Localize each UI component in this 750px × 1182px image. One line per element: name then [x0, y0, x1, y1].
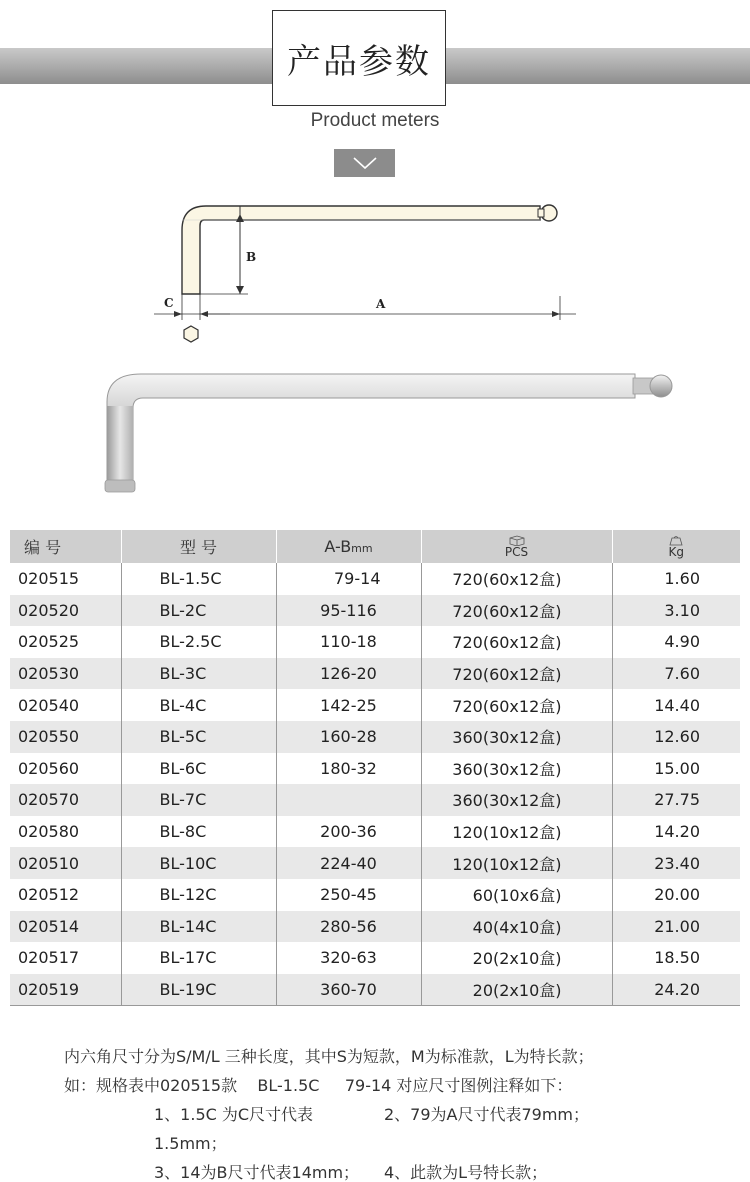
cell-code: 020540 — [18, 695, 80, 715]
cell-ab: 180-32 — [276, 753, 421, 785]
cell-kg: 12.60 — [612, 721, 740, 753]
header-kg-label: Kg — [668, 545, 684, 559]
cell-pcs: 20(2x10盒) — [421, 942, 612, 974]
cell-model: BL-10C — [121, 847, 276, 879]
spec-table — [10, 530, 740, 1006]
cell-model: BL-3C — [121, 658, 276, 690]
cell-ab: 200-36 — [276, 816, 421, 848]
table-row — [10, 689, 740, 721]
note-line-1: 内六角尺寸分为S/M/L 三种长度，其中S为短款，M为标准款，L为特长款； — [64, 1047, 594, 1066]
cell-ab: 160-28 — [276, 721, 421, 753]
note-item-4: 4、此款为L号特长款； — [384, 1163, 548, 1182]
note-item-2: 2、79为A尺寸代表79mm； — [384, 1105, 590, 1124]
cell-model: BL-7C — [121, 784, 276, 816]
cell-code: 020514 — [10, 911, 121, 943]
cell-code: 020512 — [18, 885, 80, 905]
cell-pcs: 360(30x12盒) — [421, 784, 612, 816]
header-bar-left — [0, 48, 276, 84]
header-pcs-label: PCS — [504, 545, 529, 559]
cell-model: BL-4C — [121, 689, 276, 721]
table-row — [10, 658, 740, 690]
label-c: C — [164, 296, 174, 310]
cell-ab: 142-25 — [276, 689, 421, 721]
notes-section — [64, 1042, 744, 1182]
cell-code: 020525 — [18, 632, 80, 652]
chevron-down-box — [334, 149, 395, 177]
cell-kg: 1.60 — [612, 563, 740, 595]
cell-ab: 79-14 — [276, 563, 421, 595]
hexagon-icon — [184, 326, 198, 342]
header-ab — [276, 530, 421, 563]
label-b: B — [246, 250, 257, 264]
cell-ab: 126-20 — [276, 658, 421, 690]
table-row — [10, 942, 740, 974]
cell-pcs: 120(10x12盒) — [421, 816, 612, 848]
cell-ab: 250-45 — [276, 879, 421, 911]
cell-pcs: 60(10x6盒) — [421, 879, 612, 911]
header-kg — [612, 530, 740, 563]
cell-kg: 23.40 — [612, 847, 740, 879]
header-ab-label: A-B — [324, 537, 352, 556]
table-row — [10, 911, 740, 943]
table-row — [10, 784, 740, 816]
cell-pcs: 720(60x12盒) — [421, 595, 612, 627]
table-row — [10, 626, 740, 658]
note-line-2: 如：规格表中020515款 BL-1.5C 79-14 对应尺寸图例注释如下： — [64, 1076, 573, 1095]
cell-kg: 15.00 — [612, 753, 740, 785]
label-a: A — [376, 297, 386, 311]
wrench-outline — [182, 206, 540, 294]
cell-ab: 224-40 — [276, 847, 421, 879]
cell-code: 020510 — [10, 847, 121, 879]
cell-code: 020560 — [18, 758, 80, 778]
cell-code: 020517 — [18, 948, 80, 968]
cell-ab: 95-116 — [276, 595, 421, 627]
cell-pcs: 360(30x12盒) — [421, 721, 612, 753]
cell-ab: 320-63 — [276, 942, 421, 974]
cell-kg: 24.20 — [612, 974, 740, 1006]
table-row — [10, 563, 740, 595]
cell-code: 020570 — [10, 784, 121, 816]
cell-kg: 3.10 — [612, 595, 740, 627]
cell-pcs: 360(30x12盒) — [421, 753, 612, 785]
cell-ab: 280-56 — [276, 911, 421, 943]
cell-model: BL-17C — [121, 942, 276, 974]
cell-kg: 4.90 — [612, 626, 740, 658]
note-row-2 — [64, 1158, 744, 1182]
cell-kg: 27.75 — [612, 784, 740, 816]
title-box — [272, 10, 446, 106]
cell-code: 020520 — [10, 595, 121, 627]
cell-kg: 18.50 — [612, 942, 740, 974]
chevron-down-icon — [352, 156, 378, 170]
hex-key-photo — [95, 362, 685, 497]
cell-pcs: 120(10x12盒) — [421, 847, 612, 879]
table-row — [10, 721, 740, 753]
cell-model: BL-12C — [121, 879, 276, 911]
page-subtitle: Product meters — [310, 110, 440, 131]
cell-pcs: 720(60x12盒) — [421, 658, 612, 690]
page-title: 产品参数 — [287, 41, 431, 82]
cell-kg: 7.60 — [612, 658, 740, 690]
table-row — [10, 847, 740, 879]
cell-model: BL-6C — [121, 753, 276, 785]
dimension-diagram — [140, 190, 590, 350]
cell-model: BL-2.5C — [121, 626, 276, 658]
table-row — [10, 879, 740, 911]
header-bar-right — [444, 48, 750, 84]
cell-pcs: 720(60x12盒) — [421, 689, 612, 721]
header-ab-unit: mm — [351, 542, 373, 555]
cell-kg: 21.00 — [612, 911, 740, 943]
note-row-1 — [64, 1100, 744, 1158]
note-item-1: 1、1.5C 为C尺寸代表1.5mm； — [154, 1105, 314, 1153]
cell-model: BL-5C — [121, 721, 276, 753]
cell-pcs: 720(60x12盒) — [421, 563, 612, 595]
table-header-row — [10, 530, 740, 563]
cell-ab — [276, 784, 421, 816]
cell-code: 020530 — [10, 658, 121, 690]
header-pcs — [421, 530, 612, 563]
cell-model: BL-8C — [121, 816, 276, 848]
table-row — [10, 816, 740, 848]
cell-model: BL-19C — [121, 974, 276, 1006]
table-row — [10, 753, 740, 785]
cell-kg: 20.00 — [612, 879, 740, 911]
cell-code: 020550 — [10, 721, 121, 753]
header-model: 型 号 — [121, 530, 276, 563]
header-code: 编 号 — [10, 530, 121, 563]
cell-code: 020515 — [18, 569, 80, 589]
table-row — [10, 974, 740, 1006]
cell-ab: 360-70 — [276, 974, 421, 1006]
cell-pcs: 40(4x10盒) — [421, 911, 612, 943]
note-item-3: 3、14为B尺寸代表14mm； — [154, 1163, 360, 1182]
cell-model: BL-14C — [121, 911, 276, 943]
cell-kg: 14.20 — [612, 816, 740, 848]
cell-code: 020580 — [18, 822, 80, 842]
cell-model: BL-2C — [121, 595, 276, 627]
cell-code: 020519 — [10, 974, 121, 1006]
cell-pcs: 20(2x10盒) — [421, 974, 612, 1006]
cell-ab: 110-18 — [276, 626, 421, 658]
cell-kg: 14.40 — [612, 689, 740, 721]
cell-model: BL-1.5C — [121, 563, 276, 595]
cell-pcs: 720(60x12盒) — [421, 626, 612, 658]
table-row — [10, 595, 740, 627]
